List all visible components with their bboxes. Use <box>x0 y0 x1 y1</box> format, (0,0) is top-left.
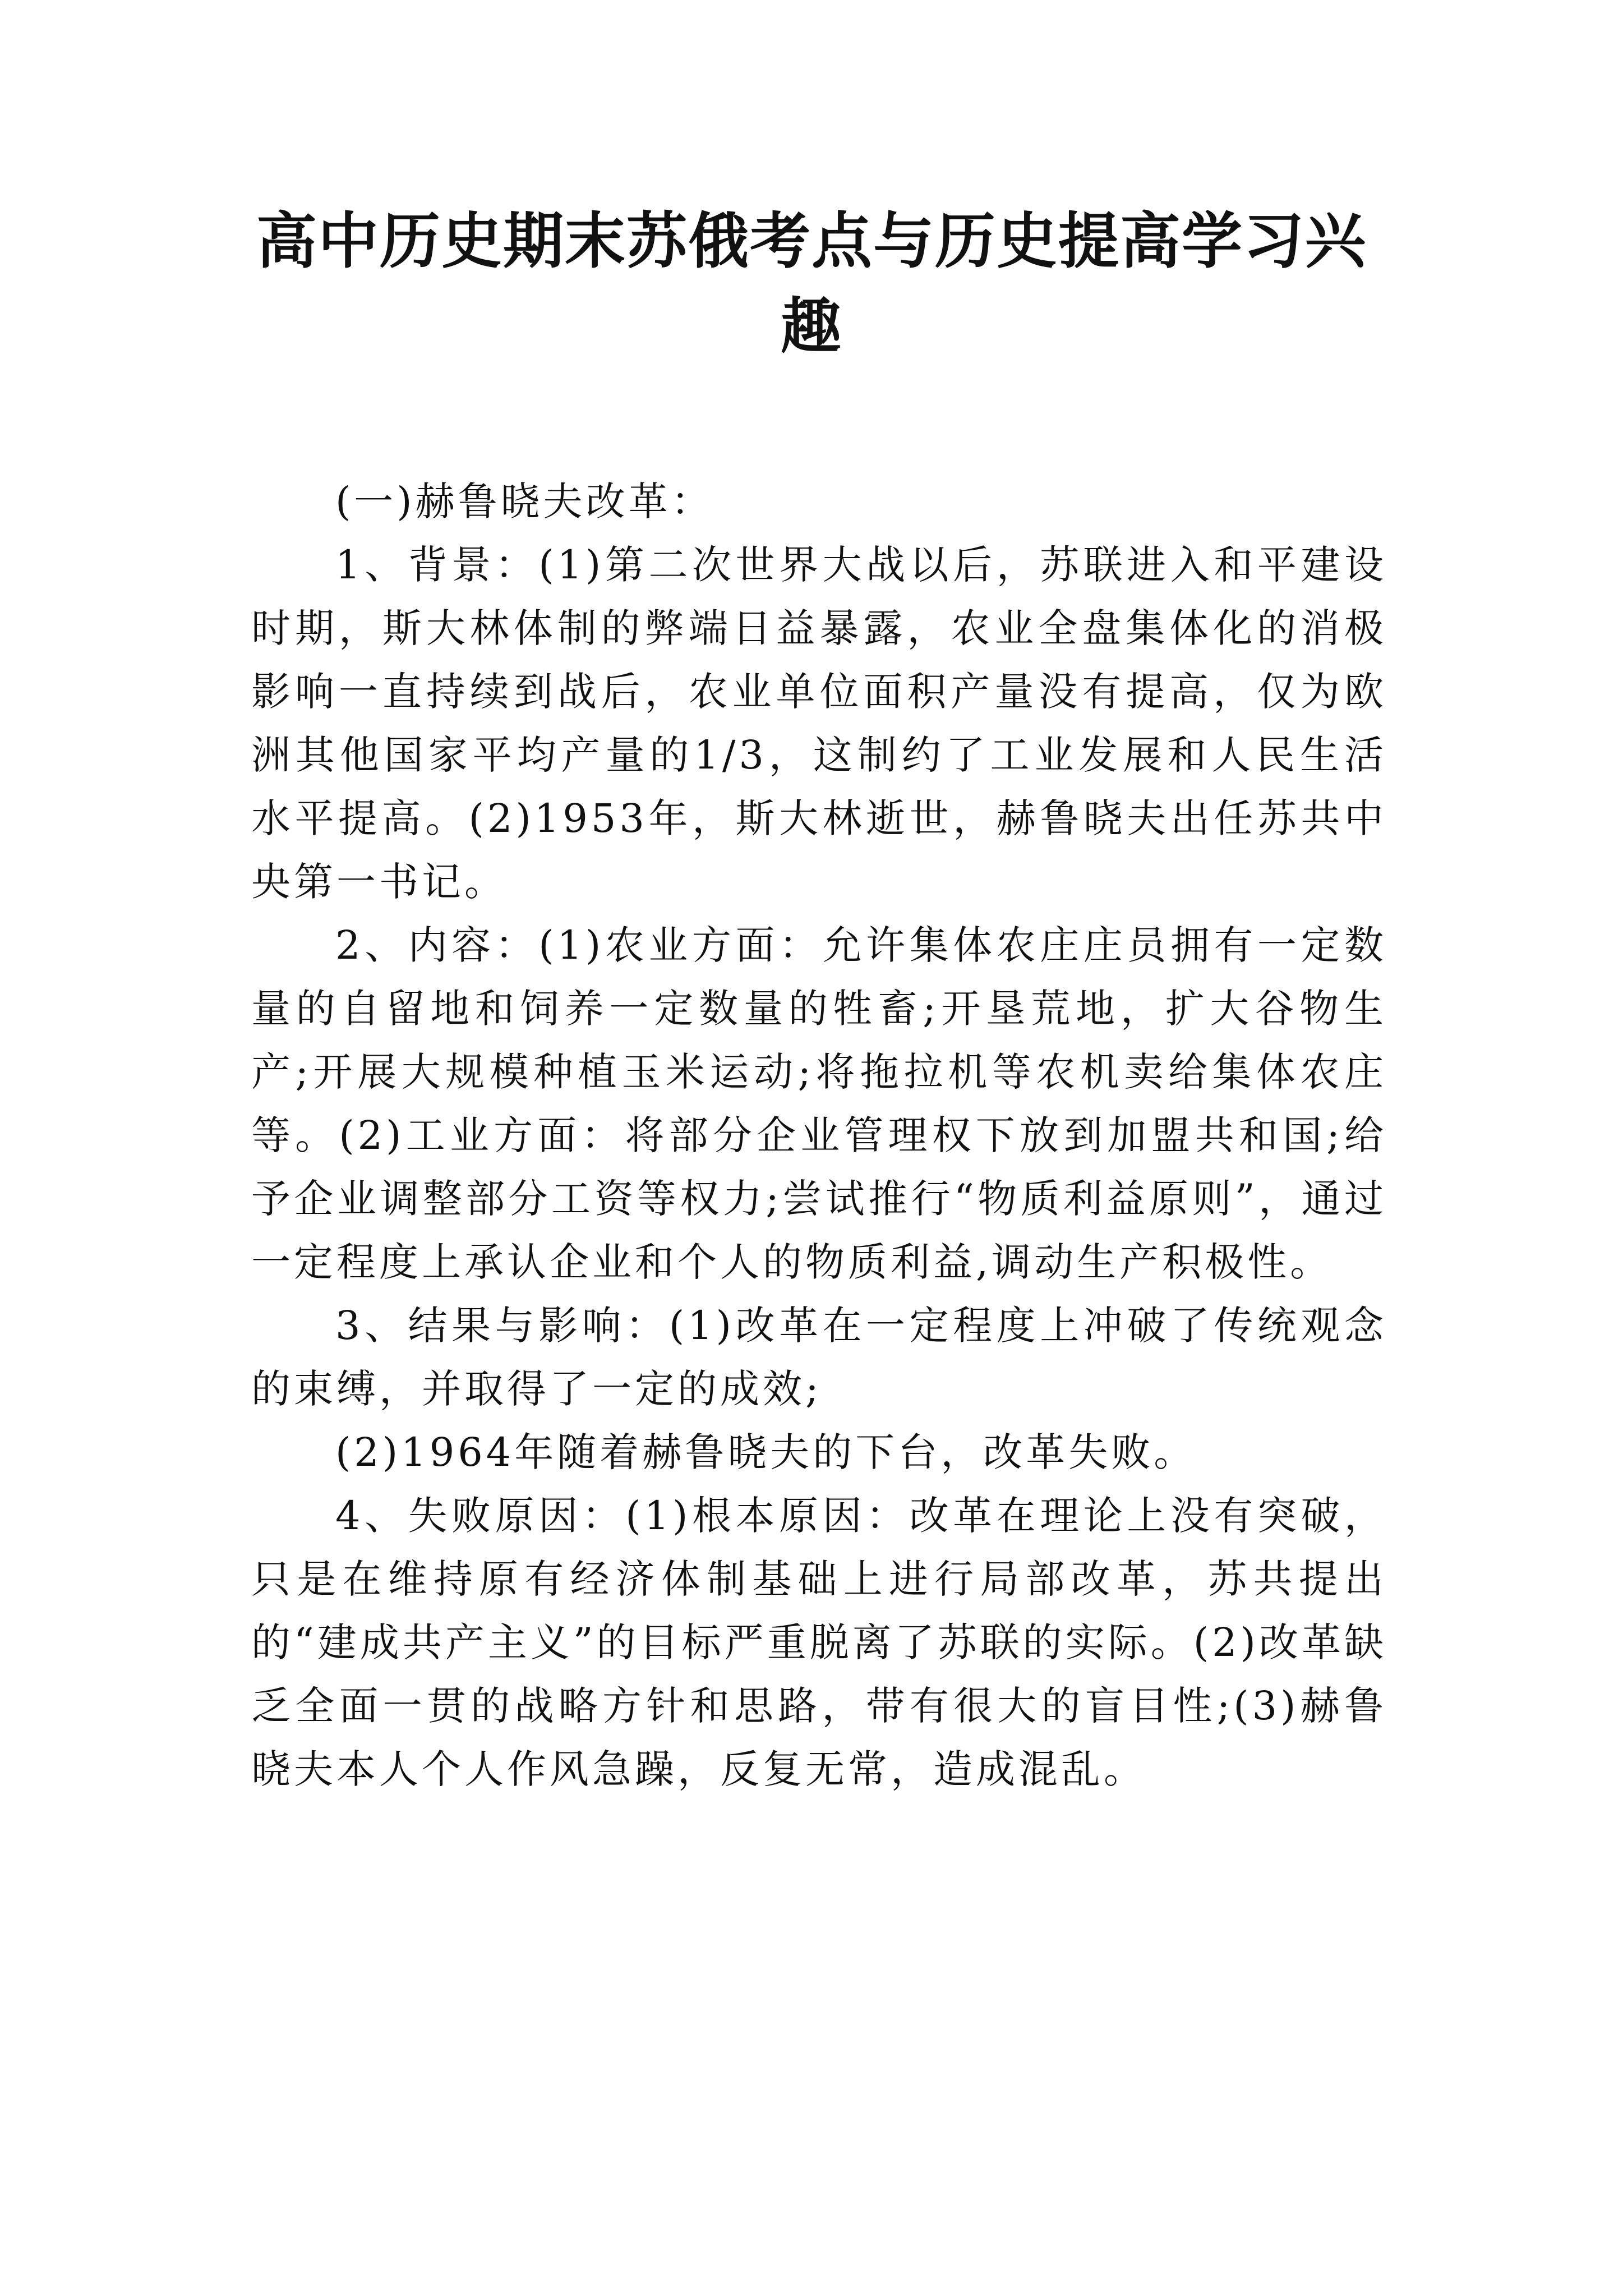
paragraph-content: 2、内容：(1)农业方面：允许集体农庄庄员拥有一定数量的自留地和饲养一定数量的牲畜;开垦荒地，扩大谷物生产;开展大规模种植玉米运动;将拖拉机等农机卖给集体农庄等。(2)工业方面：将部分企业管理权下放到加盟共和国;给予企业调整部分工资等权力;尝试推行“物质利益原则”，通过一定程度上承认企业和个人的物质利益,调动生产积极性。 <box>251 922 1387 1285</box>
paragraph-failure-reasons: 4、失败原因：(1)根本原因：改革在理论上没有突破，只是在维持原有经济体制基础上进行局部改革，苏共提出的“建成共产主义”的目标严重脱离了苏联的实际。(2)改革缺乏全面一贯的战略方针和思路，带有很大的盲目性;(3)赫鲁晓夫本人个人作风急躁，反复无常，造成混乱。 <box>251 1493 1387 1792</box>
paragraph-result-failure: (2)1964年随着赫鲁晓夫的下台，改革失败。 <box>335 1429 1197 1475</box>
document-title: 高中历史期末苏俄考点与历史提高学习兴趣 <box>256 206 1367 362</box>
document-body <box>251 470 1387 1801</box>
paragraph-section-heading: (一)赫鲁晓夫改革： <box>335 478 714 524</box>
paragraph-background: 1、背景：(1)第二次世界大战以后，苏联进入和平建设时期，斯大林体制的弊端日益暴露，农业全盘集体化的消极影响一直持续到战后，农业单位面积产量没有提高，仅为欧洲其他国家平均产量的1/3，这制约了工业发展和人民生活水平提高。(2)1953年，斯大林逝世，赫鲁晓夫出任苏共中央第一书记。 <box>251 542 1387 905</box>
paragraph-result-impact: 3、结果与影响：(1)改革在一定程度上冲破了传统观念的束缚，并取得了一定的成效; <box>251 1303 1387 1412</box>
